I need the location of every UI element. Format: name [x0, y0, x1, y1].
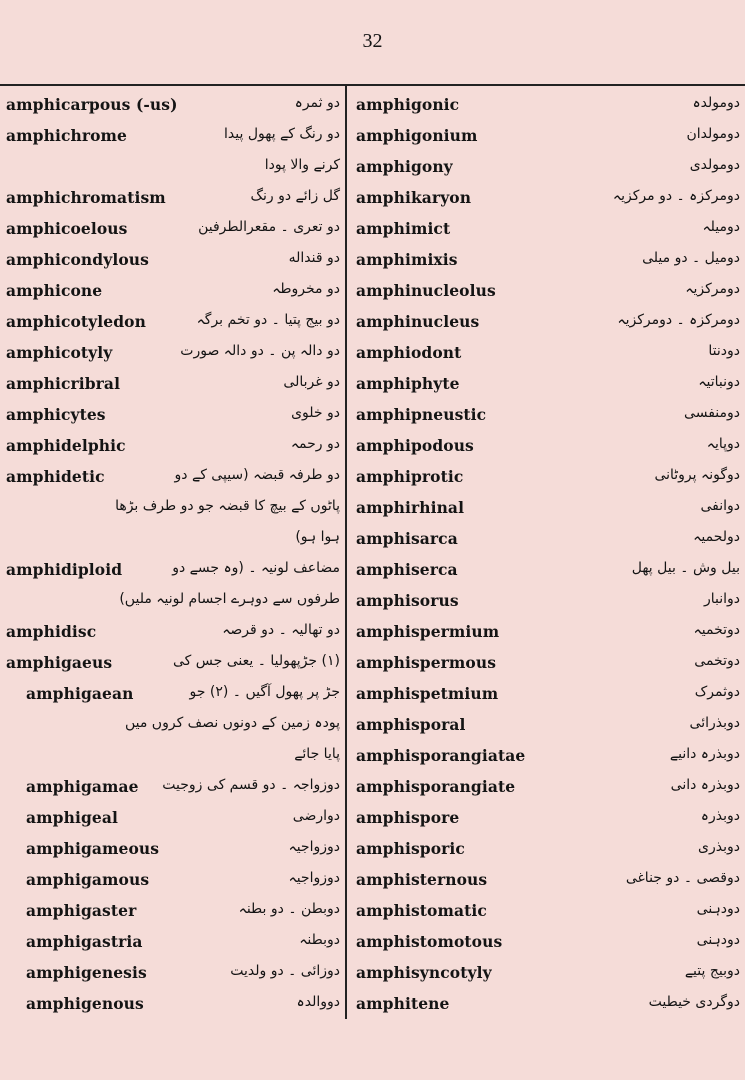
- dictionary-entry: [6, 123, 340, 154]
- dictionary-entry: [356, 371, 740, 402]
- urdu-translation: دومرکزہ ۔ دومرکزیہ: [617, 312, 740, 328]
- english-term: amphidetic: [6, 467, 105, 486]
- dictionary-entry: [356, 929, 740, 960]
- dictionary-entry: [356, 495, 740, 526]
- dictionary-entry: [6, 278, 340, 309]
- urdu-translation: دوبذرہ دانیے: [669, 746, 740, 762]
- urdu-translation: دوتخمیہ: [693, 622, 740, 638]
- page-number: 32: [362, 30, 383, 52]
- dictionary-entry: [6, 433, 340, 464]
- dictionary-entry: [356, 526, 740, 557]
- dictionary-entry: [6, 340, 340, 371]
- dictionary-entry: [356, 805, 740, 836]
- dictionary-entry: [356, 309, 740, 340]
- english-term: amphigony: [356, 157, 453, 176]
- dictionary-entry: [356, 681, 740, 712]
- urdu-translation: دوگردی خیطیت: [648, 994, 740, 1010]
- urdu-translation: کرنے والا پودا: [264, 157, 340, 173]
- dictionary-entry: [356, 402, 740, 433]
- dictionary-entry: [356, 650, 740, 681]
- dictionary-entry: [6, 185, 340, 216]
- dictionary-entry: [6, 774, 340, 805]
- english-term: amphigenesis: [26, 963, 147, 982]
- dictionary-entry: [356, 898, 740, 929]
- dictionary-entry: [356, 991, 740, 1022]
- dictionary-entry: [6, 216, 340, 247]
- dictionary-entry: [6, 464, 340, 495]
- urdu-translation: دومیل ۔ دو میلی: [642, 250, 740, 266]
- dictionary-entry: [356, 247, 740, 278]
- urdu-translation: گل زائے دو رنگ: [250, 188, 340, 204]
- urdu-translation: دوپایہ: [706, 436, 740, 452]
- english-term: amphiphyte: [356, 374, 460, 393]
- right-column: [356, 92, 740, 1022]
- english-term: amphiodont: [356, 343, 462, 362]
- english-term: amphimixis: [356, 250, 458, 269]
- english-term: amphichrome: [6, 126, 128, 145]
- english-term: amphipneustic: [356, 405, 487, 424]
- urdu-translation: دوبذرہ دانی: [670, 777, 740, 793]
- dictionary-entry: [6, 402, 340, 433]
- dictionary-entry: [356, 123, 740, 154]
- english-term: amphiserca: [356, 560, 458, 579]
- urdu-translation: دوبطنہ: [299, 932, 340, 948]
- english-term: amphiprotic: [356, 467, 464, 486]
- urdu-translation: دو تھالیہ ۔ دو قرصہ: [222, 622, 340, 638]
- urdu-translation: دو بیج پتیا ۔ دو تخم برگہ: [196, 312, 340, 328]
- urdu-translation: دوبذرہ: [700, 808, 740, 824]
- dictionary-entry: [6, 247, 340, 278]
- urdu-translation: دو طرفہ قبضہ (سیپی کے دو: [174, 467, 340, 483]
- urdu-translation: پودہ زمین کے دونوں نصف کروں میں: [124, 715, 340, 731]
- english-term: amphicotyly: [6, 343, 113, 362]
- dictionary-entry: [356, 712, 740, 743]
- urdu-translation: دووالدہ: [296, 994, 340, 1010]
- english-term: amphirhinal: [356, 498, 465, 517]
- english-term: amphicribral: [6, 374, 121, 393]
- urdu-translation: دوبذری: [698, 839, 740, 855]
- column-divider: [345, 84, 347, 1019]
- dictionary-entry: [6, 371, 340, 402]
- dictionary-entry: [356, 340, 740, 371]
- dictionary-entry: [6, 836, 340, 867]
- dictionary-entry: [356, 433, 740, 464]
- urdu-translation: ہوا ہو): [295, 529, 340, 545]
- english-term: amphipodous: [356, 436, 474, 455]
- urdu-translation: دوبطن ۔ دو بطنہ: [238, 901, 340, 917]
- english-term: amphigamous: [26, 870, 150, 889]
- urdu-translation: دومرکزیہ: [685, 281, 740, 297]
- urdu-translation: پایا جائے: [294, 746, 340, 762]
- dictionary-entry: [356, 619, 740, 650]
- dictionary-entry: [356, 743, 740, 774]
- urdu-translation: دومنفسی: [684, 405, 740, 421]
- dictionary-entry: [356, 960, 740, 991]
- urdu-translation: دودہنی: [696, 901, 740, 917]
- urdu-translation: دودنتا: [708, 343, 740, 359]
- english-term: amphisporangiate: [356, 777, 516, 796]
- english-term: amphisternous: [356, 870, 488, 889]
- urdu-translation: دو قنداله: [288, 250, 340, 266]
- urdu-translation: دودہنی: [696, 932, 740, 948]
- english-term: amphisporangiatae: [356, 746, 526, 765]
- dictionary-entry: [6, 991, 340, 1022]
- urdu-translation: دومولدی: [689, 157, 740, 173]
- english-term: amphistomatic: [356, 901, 487, 920]
- header-rule: [0, 84, 745, 86]
- urdu-translation: دوتخمی: [694, 653, 740, 669]
- english-term: amphinucleus: [356, 312, 480, 331]
- dictionary-entry: [6, 898, 340, 929]
- dictionary-entry: [6, 743, 340, 774]
- english-term: amphichromatism: [6, 188, 166, 207]
- dictionary-entry: [6, 960, 340, 991]
- dictionary-entry: [6, 526, 340, 557]
- urdu-translation: دوانفی: [700, 498, 740, 514]
- english-term: amphispetmium: [356, 684, 499, 703]
- urdu-translation: دوزواجہ ۔ دو قسم کی زوجیت: [162, 777, 340, 793]
- urdu-translation: طرفوں سے دوہرے اجسام لونیہ ملیں): [119, 591, 340, 607]
- english-term: amphigeal: [26, 808, 118, 827]
- dictionary-entry: [356, 464, 740, 495]
- english-term: amphicondylous: [6, 250, 149, 269]
- english-term: amphisorus: [356, 591, 459, 610]
- dictionary-entry: [6, 712, 340, 743]
- dictionary-entry: [356, 154, 740, 185]
- urdu-translation: دوقصی ۔ دو جناغی: [625, 870, 740, 886]
- dictionary-entry: [6, 309, 340, 340]
- dictionary-entry: [6, 650, 340, 681]
- urdu-translation: دوبذرائی: [689, 715, 740, 731]
- dictionary-entry: [356, 92, 740, 123]
- urdu-translation: دو غربالی: [283, 374, 340, 390]
- urdu-translation: دوارضی: [292, 808, 340, 824]
- dictionary-entry: [6, 495, 340, 526]
- english-term: amphinucleolus: [356, 281, 496, 300]
- urdu-translation: دولحمیہ: [693, 529, 740, 545]
- urdu-translation: دوزائی ۔ دو ولدیت: [230, 963, 340, 979]
- english-term: amphitene: [356, 994, 450, 1013]
- dictionary-entry: [6, 557, 340, 588]
- dictionary-entry: [356, 216, 740, 247]
- english-term: amphikaryon: [356, 188, 472, 207]
- urdu-translation: دوزواجیہ: [288, 839, 340, 855]
- urdu-translation: پاٹوں کے بیچ کا قبضہ جو دو طرف بڑھا: [115, 498, 340, 514]
- english-term: amphispermous: [356, 653, 497, 672]
- urdu-translation: (۱) جڑپھولیا ۔ یعنی جس کی: [172, 653, 340, 669]
- english-term: amphigamae: [26, 777, 139, 796]
- english-term: amphisyncotyly: [356, 963, 492, 982]
- urdu-translation: دو رحمہ: [290, 436, 340, 452]
- english-term: amphicytes: [6, 405, 106, 424]
- urdu-translation: جڑ پر پھول آگیں ۔ (۲) جو: [189, 684, 340, 700]
- urdu-translation: دوانبار: [703, 591, 740, 607]
- urdu-translation: دوثمرک: [694, 684, 740, 700]
- english-term: amphistomotous: [356, 932, 503, 951]
- urdu-translation: دومولدان: [686, 126, 740, 142]
- urdu-translation: بیل وش ۔ بیل پھل: [631, 560, 740, 576]
- english-term: amphigastria: [26, 932, 143, 951]
- english-term: amphicoelous: [6, 219, 128, 238]
- urdu-translation: دومیلہ: [702, 219, 740, 235]
- left-column: [6, 92, 340, 1022]
- dictionary-entry: [356, 278, 740, 309]
- dictionary-entry: [6, 681, 340, 712]
- urdu-translation: دونباتیہ: [698, 374, 740, 390]
- dictionary-entry: [6, 92, 340, 123]
- urdu-translation: دومولدہ: [692, 95, 740, 111]
- english-term: amphisporal: [356, 715, 466, 734]
- dictionary-entry: [6, 867, 340, 898]
- urdu-translation: دو رنگ کے پھول پیدا: [224, 126, 340, 142]
- dictionary-entry: [356, 867, 740, 898]
- urdu-translation: دومرکزہ ۔ دو مرکزیہ: [612, 188, 740, 204]
- english-term: amphisarca: [356, 529, 458, 548]
- urdu-translation: دوگونہ پروٹانی: [654, 467, 740, 483]
- urdu-translation: دوبیج پتیے: [684, 963, 740, 979]
- urdu-translation: دو ثمرہ: [294, 95, 340, 111]
- english-term: amphidelphic: [6, 436, 126, 455]
- dictionary-entry: [356, 557, 740, 588]
- dictionary-entry: [6, 588, 340, 619]
- english-term: amphigameous: [26, 839, 160, 858]
- english-term: amphispermium: [356, 622, 500, 641]
- english-term: amphigaster: [26, 901, 137, 920]
- dictionary-entry: [356, 774, 740, 805]
- urdu-translation: دوزواجیہ: [288, 870, 340, 886]
- english-term: amphigaean: [26, 684, 134, 703]
- urdu-translation: دو مخروطہ: [272, 281, 340, 297]
- dictionary-entry: [6, 805, 340, 836]
- english-term: amphidiploid: [6, 560, 123, 579]
- english-term: amphigonium: [356, 126, 478, 145]
- english-term: amphimict: [356, 219, 451, 238]
- english-term: amphispore: [356, 808, 460, 827]
- urdu-translation: دو خلوی: [291, 405, 340, 421]
- dictionary-entry: [356, 836, 740, 867]
- english-term: amphigaeus: [6, 653, 113, 672]
- dictionary-entry: [6, 154, 340, 185]
- english-term: amphigonic: [356, 95, 460, 114]
- english-term: amphigenous: [26, 994, 144, 1013]
- dictionary-entry: [356, 588, 740, 619]
- urdu-translation: دو دالہ پن ۔ دو دالہ صورت: [180, 343, 340, 359]
- urdu-translation: دو تعری ۔ مقعرالطرفین: [198, 219, 340, 235]
- dictionary-entry: [6, 929, 340, 960]
- dictionary-entry: [356, 185, 740, 216]
- english-term: amphicarpous (-us): [6, 95, 178, 114]
- english-term: amphidisc: [6, 622, 97, 641]
- english-term: amphicotyledon: [6, 312, 146, 331]
- english-term: amphicone: [6, 281, 103, 300]
- english-term: amphisporic: [356, 839, 465, 858]
- dictionary-entry: [6, 619, 340, 650]
- urdu-translation: مضاعف لونیہ ۔ (وہ جسے دو: [172, 560, 340, 576]
